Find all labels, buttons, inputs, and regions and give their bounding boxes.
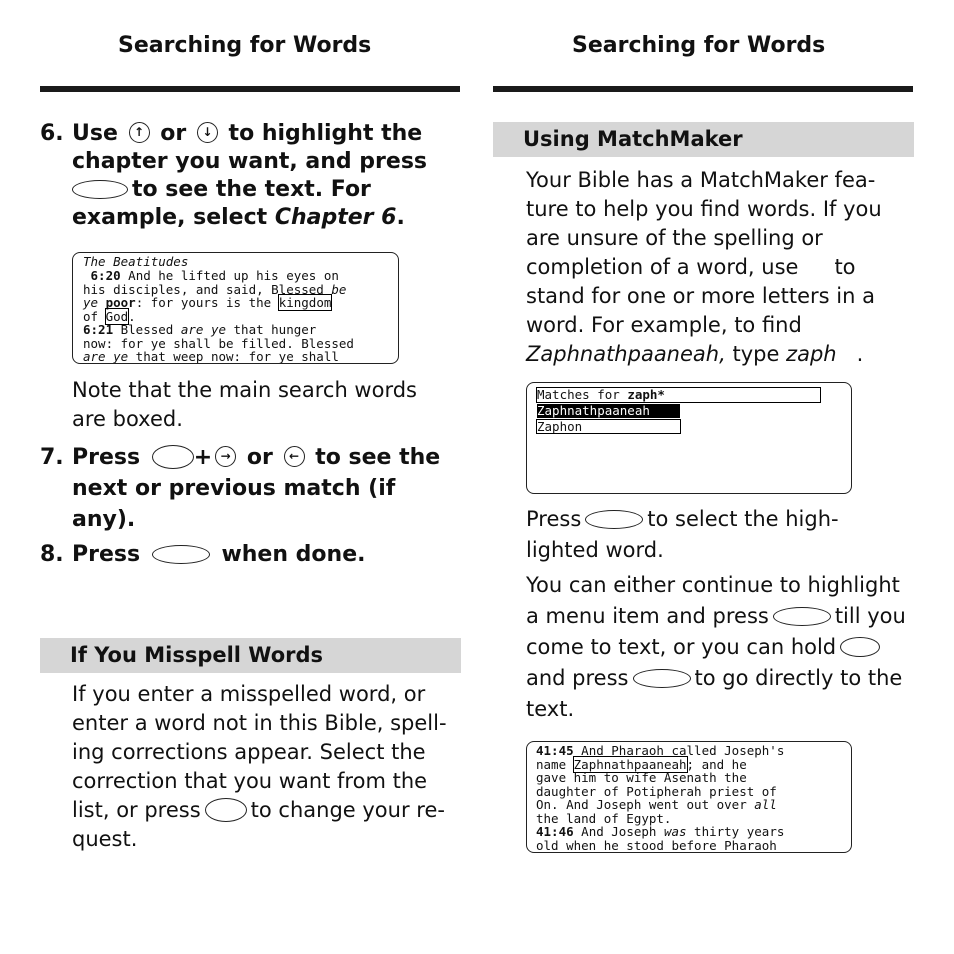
step-7: 7. Press + → or ← to see the next or previous match (if any).	[40, 445, 441, 532]
left-page-header: Searching for Words	[118, 33, 372, 58]
back-key-icon	[152, 545, 210, 564]
section-band-misspell	[40, 638, 461, 673]
press-select-text: Press to select the high- lighted word.	[526, 507, 839, 562]
left-header-rule	[40, 86, 460, 92]
screen-matches	[526, 382, 852, 494]
right-page-header: Searching for Words	[572, 33, 826, 58]
search-word-box: God	[105, 308, 129, 324]
note-text: Note that the main search words are boxed.	[72, 378, 417, 431]
continue-paragraph: You can either continue to highlight a menu item and press till you come to text, or you can hold and press to go directly to the text.	[526, 573, 906, 721]
step-number: 6.	[40, 121, 64, 146]
right-arrow-key-icon: →	[215, 446, 236, 467]
section-title: Using MatchMaker	[523, 127, 743, 151]
screen-chapter-6: The Beatitudes 6:20 And he lifted up his eyes on his disciples, and said, Blessed be ye poor: for yours is the kingdom of God. 6:21 Blessed are ye that hunger now: for ye shall be filled. Blessed are ye that weep now: for ye shall	[72, 252, 399, 364]
enter-key-icon	[633, 669, 691, 688]
up-arrow-key-icon: ↑	[129, 122, 150, 143]
search-word-box: kingdom	[278, 295, 332, 310]
misspell-paragraph: If you enter a misspelled word, or enter a word not in this Bible, spell- ing corrections appear. Select the correction that you want from the list, or press to change your re- quest.	[72, 682, 447, 851]
matchmaker-paragraph: Your Bible has a MatchMaker fea- ture to help you find words. If you are unsure of the spelling or completion of a word, use to stand for one or more letters in a word. For example, to find Zaphnathpaaneah, type zaph .	[526, 168, 882, 366]
section-title: If You Misspell Words	[70, 643, 324, 667]
step-8: 8. Press when done.	[40, 542, 366, 567]
section-band-matchmaker	[493, 122, 914, 157]
shift-key-icon	[840, 637, 880, 657]
shift-key-icon	[152, 445, 194, 469]
match-item-selected[interactable]: Zaphnathpaaneah	[537, 404, 680, 418]
matches-title-bar: Matches for zaph*	[537, 388, 820, 402]
step-6: 6. Use ↑ or ↓ to highlight the chapter you want, and press to see the text. For example, select Chapter 6.	[40, 121, 428, 230]
down-arrow-key-icon: ↓	[197, 122, 218, 143]
clear-key-icon	[205, 798, 247, 822]
left-arrow-key-icon: ←	[284, 446, 305, 467]
search-word-box: Zaphnathpaaneah	[573, 756, 687, 772]
match-item[interactable]: Zaphon	[537, 420, 680, 433]
screen-genesis-41: 41:45 And Pharaoh called Joseph's name Zaphnathpaaneah; and he gave him to wife Asenath the daughter of Potipherah priest of On. And Joseph went out over all the land of Egypt. 41:46 And Joseph was thirty years old when he stood before Pharaoh	[526, 741, 852, 853]
enter-key-icon	[585, 510, 643, 529]
enter-key-icon	[72, 180, 128, 199]
enter-key-icon	[773, 607, 831, 626]
right-header-rule	[493, 86, 913, 92]
